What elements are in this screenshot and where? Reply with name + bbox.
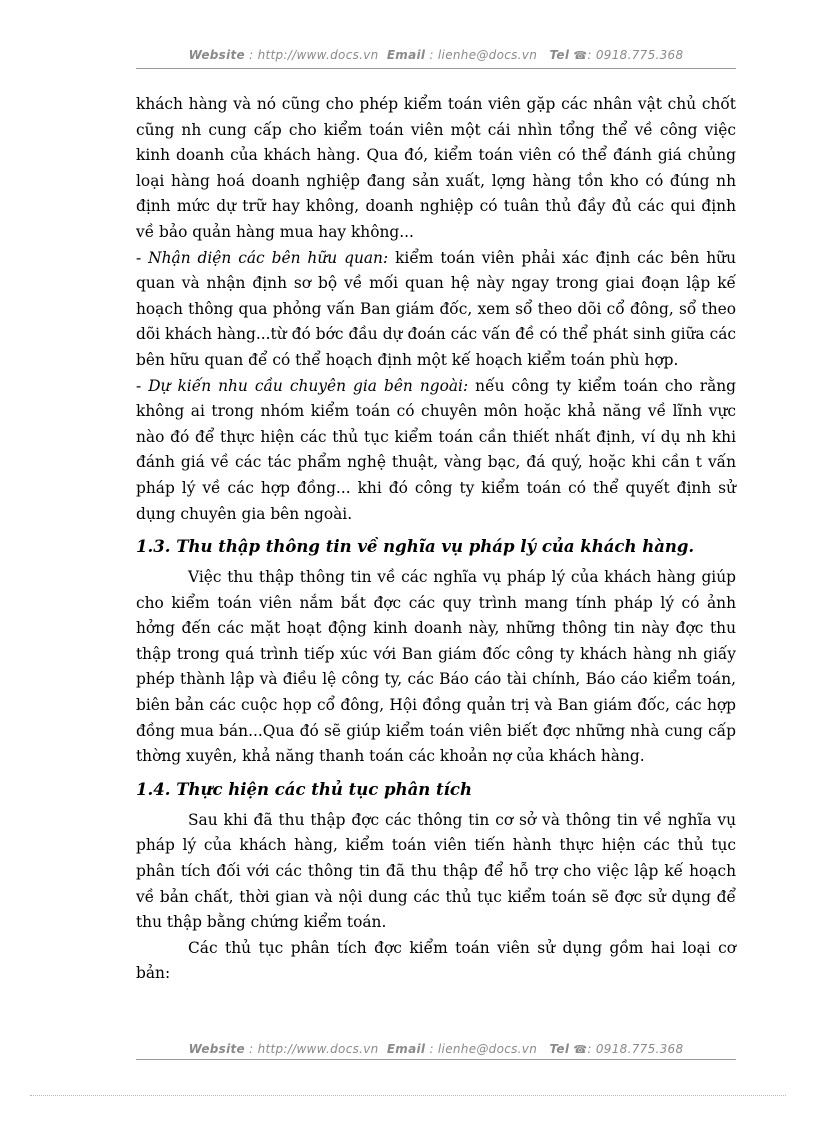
- section-heading-1-4: 1.4. Thực hiện các thủ tục phân tích: [136, 779, 472, 799]
- header-email-value[interactable]: : lienhe@docs.vn: [429, 48, 538, 62]
- paragraph-procedure-types: Các thủ tục phân tích đợc kiểm toán viên sử dụng gồm hai loại cơ bản:: [136, 938, 736, 983]
- phone-icon: ☎: [573, 1043, 588, 1056]
- related-parties-lead: - Nhận diện các bên hữu quan:: [136, 248, 389, 267]
- header-tel-value: : 0918.775.368: [587, 48, 684, 62]
- header-website-label: Website: [188, 48, 245, 62]
- footer-email-value[interactable]: : lienhe@docs.vn: [429, 1042, 538, 1056]
- footer-email-label: Email: [386, 1042, 426, 1056]
- paragraph-legal-obligations: Việc thu thập thông tin về các nghĩa vụ pháp lý của khách hàng giúp cho kiểm toán viên nắm bắt đợc các quy trình mang tính pháp lý có ảnh hởng đến các mặt hoạt động kinh doanh này, những thông tin này đợc thu thập trong quá trình tiếp xúc với Ban giám đốc công ty khách hàng nh giấy phép thành lập và điều lệ công ty, các Báo cáo tài chính, Báo cáo kiểm toán, biên bản các cuộc họp cổ đông, Hội đồng quản trị và Ban giám đốc, các hợp đồng mua bán...Qua đó sẽ giúp kiểm toán viên biết đợc những nhà cung cấp thờng xuyên, khả năng thanh toán các khoản nợ của khách hàng.: [136, 568, 736, 766]
- header-email-label: Email: [386, 48, 426, 62]
- external-experts-text: nếu công ty kiểm toán cho rằng không ai trong nhóm kiểm toán có chuyên môn hoặc khả năng về lĩnh vực nào đó để thực hiện các thủ tục kiểm toán cần thiết nhất định, ví dụ nh khi đánh giá về các tác phẩm nghệ thuật, vàng bạc, đá quý, hoặc khi cần t vấn pháp lý về các hợp đồng... khi đó công ty kiểm toán có thể quyết định sử dụng chuyên gia bên ngoài.: [136, 376, 737, 523]
- paragraph-external-experts: [136, 374, 736, 528]
- paragraph-client-meeting: khách hàng và nó cũng cho phép kiểm toán viên gặp các nhân vật chủ chốt cũng nh cung cấp cho kiểm toán viên một cái nhìn tổng thể về công việc kinh doanh của khách hàng. Qua đó, kiểm toán viên có thể đánh giá chủng loại hàng hoá doanh nghiệp đang sản xuất, lợng hàng tồn kho có đúng nh định mức dự trữ hay không, doanh nghiệp có tuân thủ đầy đủ các qui định về bảo quản hàng mua hay không...: [136, 95, 736, 241]
- page-header: [136, 46, 736, 69]
- external-experts-lead: - Dự kiến nhu cầu chuyên gia bên ngoài:: [136, 376, 469, 395]
- footer-tel-label: Tel: [549, 1042, 570, 1056]
- phone-icon: ☎: [573, 49, 588, 62]
- page-bottom-divider: [30, 1095, 786, 1096]
- document-body: [136, 92, 736, 987]
- related-parties-text: kiểm toán viên phải xác định các bên hữu quan và nhận định sơ bộ về mối quan hệ này ngay trong giai đoạn lập kế hoạch thông qua phỏng vấn Ban giám đốc, xem sổ theo dõi cổ đông, sổ theo dõi khách hàng...từ đó bớc đầu dự đoán các vấn đề có thể phát sinh giữa các bên hữu quan để có thể hoạch định một kế hoạch kiểm toán phù hợp.: [136, 248, 736, 369]
- footer-tel-value: : 0918.775.368: [587, 1042, 684, 1056]
- footer-website-url[interactable]: : http://www.docs.vn: [249, 1042, 379, 1056]
- section-heading-1-3: 1.3. Thu thập thông tin về nghĩa vụ pháp lý của khách hàng.: [136, 537, 695, 557]
- footer-website-label: Website: [188, 1042, 245, 1056]
- header-website-url[interactable]: : http://www.docs.vn: [249, 48, 379, 62]
- paragraph-related-parties: [136, 246, 736, 374]
- paragraph-analytical-procedures: Sau khi đã thu thập đợc các thông tin cơ sở và thông tin về nghĩa vụ pháp lý của khách hàng, kiểm toán viên tiến hành thực hiện các thủ tục phân tích đối với các thông tin đã thu thập để hỗ trợ cho việc lập kế hoạch về bản chất, thời gian và nội dung các thủ tục kiểm toán sẽ đợc sử dụng để thu thập bằng chứng kiểm toán.: [136, 810, 736, 932]
- page-footer: [136, 1041, 736, 1060]
- header-tel-label: Tel: [549, 48, 570, 62]
